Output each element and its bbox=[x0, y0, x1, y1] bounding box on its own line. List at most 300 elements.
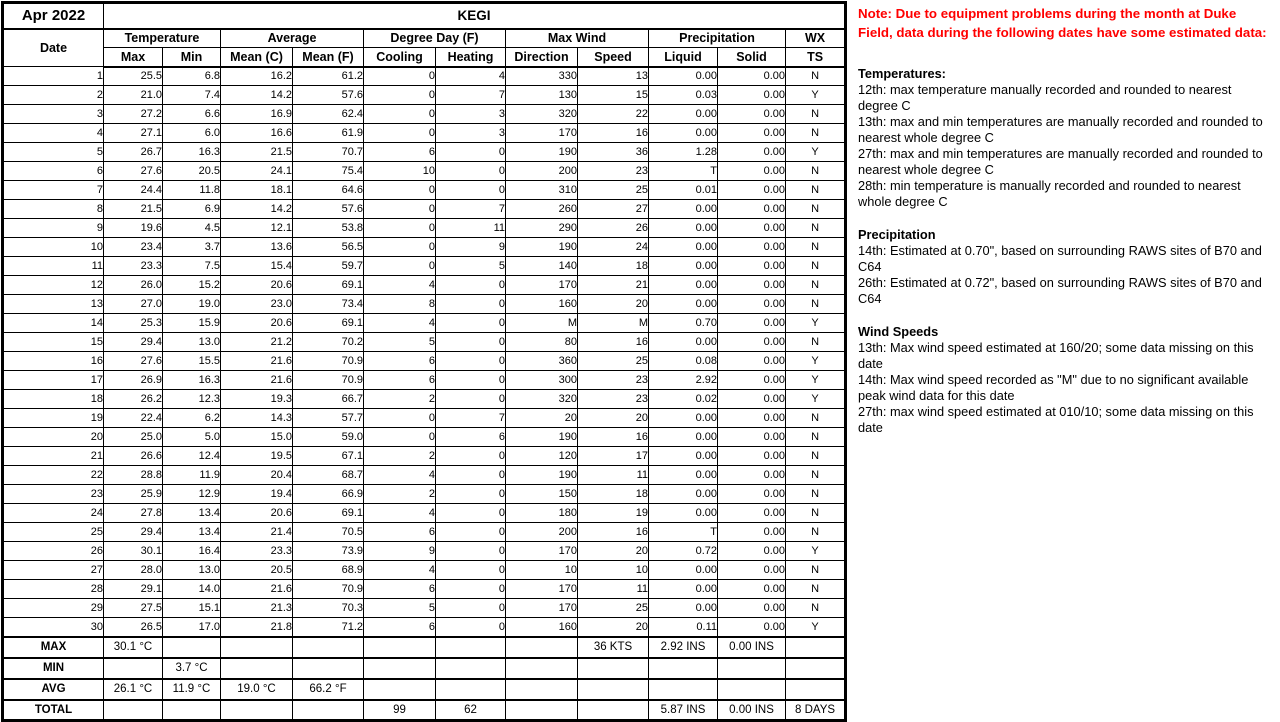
cell-min-temp: 19.0 bbox=[163, 295, 221, 314]
cell-wx-ts: Y bbox=[786, 86, 846, 105]
cell-mean-f: 61.2 bbox=[293, 67, 364, 86]
cell-precip-liquid: 0.00 bbox=[649, 428, 718, 447]
cell-wind-direction: 360 bbox=[506, 352, 578, 371]
cell-wind-speed: 19 bbox=[578, 504, 649, 523]
weather-observations-table bbox=[1, 1, 847, 722]
cell-heating: 0 bbox=[436, 143, 506, 162]
cell-mean-f: 53.8 bbox=[293, 219, 364, 238]
cell-precip-liquid: 0.00 bbox=[649, 67, 718, 86]
cell-max-temp: 29.4 bbox=[104, 523, 163, 542]
cell-precip-solid: 0.00 bbox=[718, 447, 786, 466]
summary-label: AVG bbox=[3, 679, 104, 700]
cell-precip-liquid: 0.02 bbox=[649, 390, 718, 409]
cell-wind-speed: 17 bbox=[578, 447, 649, 466]
cell-cooling: 9 bbox=[364, 542, 436, 561]
cell-precip-liquid: 0.72 bbox=[649, 542, 718, 561]
cell-wind-direction: 290 bbox=[506, 219, 578, 238]
cell-min-temp: 7.5 bbox=[163, 257, 221, 276]
note-section-heading: Precipitation bbox=[858, 227, 936, 242]
cell-max-temp: 21.0 bbox=[104, 86, 163, 105]
hatched-wx-ts bbox=[786, 658, 846, 679]
cell-mean-c: 20.6 bbox=[221, 276, 293, 295]
cell-wx-ts: N bbox=[786, 238, 846, 257]
cell-wx-ts: Y bbox=[786, 618, 846, 637]
cell-min-temp: 13.0 bbox=[163, 333, 221, 352]
cell-precip-solid: 0.00 bbox=[718, 67, 786, 86]
cell-mean-f: 73.4 bbox=[293, 295, 364, 314]
cell-precip-solid: 0.00 bbox=[718, 295, 786, 314]
cell-wind-speed: 18 bbox=[578, 485, 649, 504]
cell-cooling: 2 bbox=[364, 485, 436, 504]
cell-wx-ts: N bbox=[786, 447, 846, 466]
cell-precip-liquid: 0.01 bbox=[649, 181, 718, 200]
cell-precip-solid: 0.00 bbox=[718, 523, 786, 542]
cell-wind-speed: 10 bbox=[578, 561, 649, 580]
cell-precip-liquid: 0.00 bbox=[649, 599, 718, 618]
cell-min-temp: 12.9 bbox=[163, 485, 221, 504]
cell-precip-liquid: 1.28 bbox=[649, 143, 718, 162]
cell-cooling: 0 bbox=[364, 181, 436, 200]
cell-wind-speed: 27 bbox=[578, 200, 649, 219]
cell-cooling: 2 bbox=[364, 390, 436, 409]
cell-mean-c: 20.6 bbox=[221, 314, 293, 333]
cell-max-temp: 27.5 bbox=[104, 599, 163, 618]
cell-precip-solid: 0.00 bbox=[718, 124, 786, 143]
hatched-wind-direction bbox=[506, 658, 578, 679]
cell-wind-speed: 20 bbox=[578, 618, 649, 637]
cell-date: 24 bbox=[3, 504, 104, 523]
group-temperature: Temperature bbox=[104, 29, 221, 48]
cell-date: 7 bbox=[3, 181, 104, 200]
cell-heating: 0 bbox=[436, 181, 506, 200]
cell-precip-liquid: 0.00 bbox=[649, 295, 718, 314]
cell-wx-ts: N bbox=[786, 333, 846, 352]
cell-heating: 3 bbox=[436, 124, 506, 143]
cell-wind-direction: 170 bbox=[506, 542, 578, 561]
cell-heating: 7 bbox=[436, 409, 506, 428]
cell-mean-f: 70.5 bbox=[293, 523, 364, 542]
cell-precip-solid: 0.00 bbox=[718, 143, 786, 162]
cell-mean-f: 69.1 bbox=[293, 314, 364, 333]
cell-precip-liquid: 0.00 bbox=[649, 504, 718, 523]
cell-heating: 0 bbox=[436, 295, 506, 314]
cell-heating: 0 bbox=[436, 352, 506, 371]
cell-wx-ts: Y bbox=[786, 143, 846, 162]
cell-date: 20 bbox=[3, 428, 104, 447]
cell-wind-direction: 200 bbox=[506, 162, 578, 181]
cell-max-temp: 27.1 bbox=[104, 124, 163, 143]
cell-date: 14 bbox=[3, 314, 104, 333]
cell-precip-liquid: 0.00 bbox=[649, 238, 718, 257]
hatched-heating bbox=[436, 658, 506, 679]
cell-cooling: 4 bbox=[364, 504, 436, 523]
hatched-cooling bbox=[364, 679, 436, 700]
cell-wind-direction: 130 bbox=[506, 86, 578, 105]
note-item: 12th: max temperature manually recorded and rounded to nearest degree C bbox=[858, 82, 1232, 113]
cell-min-temp: 6.6 bbox=[163, 105, 221, 124]
cell-max-temp: 27.2 bbox=[104, 105, 163, 124]
cell-max-temp: 29.1 bbox=[104, 580, 163, 599]
cell-wind-speed: 20 bbox=[578, 542, 649, 561]
cell-cooling: 5 bbox=[364, 333, 436, 352]
cell-max-temp: 29.4 bbox=[104, 333, 163, 352]
cell-mean-c: 19.5 bbox=[221, 447, 293, 466]
cell-wind-direction: 10 bbox=[506, 561, 578, 580]
hatched-max-temp bbox=[104, 700, 163, 721]
cell-heating: 11 bbox=[436, 219, 506, 238]
cell-wx-ts: N bbox=[786, 181, 846, 200]
cell-min-temp: 6.0 bbox=[163, 124, 221, 143]
cell-wind-direction: M bbox=[506, 314, 578, 333]
cell-wind-direction: 80 bbox=[506, 333, 578, 352]
cell-wind-speed: 20 bbox=[578, 409, 649, 428]
col-header-cooling: Cooling bbox=[364, 48, 436, 67]
col-header-liquid: Liquid bbox=[649, 48, 718, 67]
cell-min-temp: 16.4 bbox=[163, 542, 221, 561]
cell-wind-speed: 15 bbox=[578, 86, 649, 105]
cell-wx-ts: N bbox=[786, 485, 846, 504]
table-row bbox=[3, 333, 846, 352]
cell-precip-solid: 0.00 bbox=[718, 276, 786, 295]
cell-min-temp: 3.7 bbox=[163, 238, 221, 257]
group-degree-day: Degree Day (F) bbox=[364, 29, 506, 48]
col-header-mean-c: Mean (C) bbox=[221, 48, 293, 67]
cell-wx-ts: N bbox=[786, 67, 846, 86]
cell-cooling: 0 bbox=[364, 409, 436, 428]
cell-heating: 9 bbox=[436, 238, 506, 257]
cell-date: 13 bbox=[3, 295, 104, 314]
cell-precip-liquid: 0.03 bbox=[649, 86, 718, 105]
summary-precip-liquid: 2.92 INS bbox=[649, 637, 718, 658]
cell-date: 21 bbox=[3, 447, 104, 466]
cell-heating: 5 bbox=[436, 257, 506, 276]
table-row bbox=[3, 618, 846, 637]
note-item: 27th: max and min temperatures are manually recorded and rounded to nearest whole degree C bbox=[858, 146, 1263, 177]
cell-max-temp: 27.6 bbox=[104, 352, 163, 371]
cell-mean-c: 15.0 bbox=[221, 428, 293, 447]
cell-wind-direction: 260 bbox=[506, 200, 578, 219]
cell-mean-f: 61.9 bbox=[293, 124, 364, 143]
cell-wind-direction: 170 bbox=[506, 580, 578, 599]
table-row bbox=[3, 485, 846, 504]
cell-heating: 0 bbox=[436, 599, 506, 618]
table-row bbox=[3, 200, 846, 219]
cell-mean-c: 14.2 bbox=[221, 200, 293, 219]
cell-cooling: 4 bbox=[364, 276, 436, 295]
cell-heating: 7 bbox=[436, 200, 506, 219]
group-wx: WX bbox=[786, 29, 846, 48]
cell-mean-f: 68.9 bbox=[293, 561, 364, 580]
cell-max-temp: 25.5 bbox=[104, 67, 163, 86]
hatched-heating bbox=[436, 637, 506, 658]
cell-precip-liquid: 0.00 bbox=[649, 466, 718, 485]
cell-heating: 4 bbox=[436, 67, 506, 86]
cell-cooling: 0 bbox=[364, 105, 436, 124]
hatched-wind-direction bbox=[506, 679, 578, 700]
cell-mean-c: 13.6 bbox=[221, 238, 293, 257]
summary-precip-liquid: 5.87 INS bbox=[649, 700, 718, 721]
cell-cooling: 0 bbox=[364, 200, 436, 219]
cell-date: 19 bbox=[3, 409, 104, 428]
table-row bbox=[3, 409, 846, 428]
cell-max-temp: 22.4 bbox=[104, 409, 163, 428]
cell-max-temp: 24.4 bbox=[104, 181, 163, 200]
cell-wind-direction: 200 bbox=[506, 523, 578, 542]
hatched-wind-speed bbox=[578, 679, 649, 700]
table-row bbox=[3, 124, 846, 143]
cell-wind-speed: 25 bbox=[578, 599, 649, 618]
cell-max-temp: 26.7 bbox=[104, 143, 163, 162]
hatched-wind-speed bbox=[578, 658, 649, 679]
cell-max-temp: 25.0 bbox=[104, 428, 163, 447]
cell-wind-speed: 11 bbox=[578, 466, 649, 485]
cell-wind-direction: 310 bbox=[506, 181, 578, 200]
cell-cooling: 8 bbox=[364, 295, 436, 314]
date-column-header: Date bbox=[3, 29, 104, 67]
cell-heating: 0 bbox=[436, 333, 506, 352]
cell-min-temp: 16.3 bbox=[163, 371, 221, 390]
cell-wind-speed: M bbox=[578, 314, 649, 333]
cell-precip-liquid: 0.00 bbox=[649, 561, 718, 580]
cell-mean-c: 21.3 bbox=[221, 599, 293, 618]
cell-precip-solid: 0.00 bbox=[718, 352, 786, 371]
cell-precip-liquid: 0.70 bbox=[649, 314, 718, 333]
cell-min-temp: 11.9 bbox=[163, 466, 221, 485]
cell-mean-c: 20.6 bbox=[221, 504, 293, 523]
cell-precip-liquid: 0.00 bbox=[649, 219, 718, 238]
cell-wind-direction: 170 bbox=[506, 599, 578, 618]
cell-max-temp: 27.0 bbox=[104, 295, 163, 314]
cell-wind-speed: 20 bbox=[578, 295, 649, 314]
cell-mean-f: 70.9 bbox=[293, 371, 364, 390]
cell-min-temp: 17.0 bbox=[163, 618, 221, 637]
cell-date: 23 bbox=[3, 485, 104, 504]
cell-wx-ts: Y bbox=[786, 390, 846, 409]
summary-precip-solid: 0.00 INS bbox=[718, 700, 786, 721]
cell-date: 6 bbox=[3, 162, 104, 181]
cell-mean-c: 21.6 bbox=[221, 352, 293, 371]
hatched-max-temp bbox=[104, 658, 163, 679]
cell-precip-liquid: 0.00 bbox=[649, 257, 718, 276]
cell-wind-speed: 11 bbox=[578, 580, 649, 599]
note-item: 13th: Max wind speed estimated at 160/20; some data missing on this date bbox=[858, 340, 1254, 371]
cell-max-temp: 26.5 bbox=[104, 618, 163, 637]
cell-precip-liquid: T bbox=[649, 162, 718, 181]
note-sections bbox=[858, 66, 1274, 436]
cell-wind-speed: 21 bbox=[578, 276, 649, 295]
cell-precip-solid: 0.00 bbox=[718, 409, 786, 428]
cell-precip-liquid: 0.00 bbox=[649, 276, 718, 295]
group-precipitation: Precipitation bbox=[649, 29, 786, 48]
hatched-heating bbox=[436, 679, 506, 700]
cell-max-temp: 23.3 bbox=[104, 257, 163, 276]
table-row bbox=[3, 504, 846, 523]
cell-mean-f: 66.7 bbox=[293, 390, 364, 409]
table-row bbox=[3, 466, 846, 485]
cell-mean-f: 68.7 bbox=[293, 466, 364, 485]
cell-heating: 0 bbox=[436, 162, 506, 181]
cell-mean-f: 70.7 bbox=[293, 143, 364, 162]
cell-precip-solid: 0.00 bbox=[718, 219, 786, 238]
hatched-mean-f bbox=[293, 637, 364, 658]
cell-min-temp: 12.4 bbox=[163, 447, 221, 466]
cell-heating: 0 bbox=[436, 580, 506, 599]
cell-max-temp: 25.3 bbox=[104, 314, 163, 333]
cell-precip-solid: 0.00 bbox=[718, 504, 786, 523]
cell-cooling: 0 bbox=[364, 428, 436, 447]
cell-heating: 6 bbox=[436, 428, 506, 447]
cell-cooling: 0 bbox=[364, 238, 436, 257]
cell-wind-speed: 22 bbox=[578, 105, 649, 124]
cell-heating: 0 bbox=[436, 276, 506, 295]
cell-date: 18 bbox=[3, 390, 104, 409]
cell-min-temp: 6.8 bbox=[163, 67, 221, 86]
summary-mean-f: 66.2 °F bbox=[293, 679, 364, 700]
table-row bbox=[3, 238, 846, 257]
summary-cooling: 99 bbox=[364, 700, 436, 721]
cell-wind-speed: 24 bbox=[578, 238, 649, 257]
summary-max-temp: 30.1 °C bbox=[104, 637, 163, 658]
hatched-precip-liquid bbox=[649, 679, 718, 700]
col-header-direction: Direction bbox=[506, 48, 578, 67]
cell-mean-c: 14.3 bbox=[221, 409, 293, 428]
note-item: 27th: max wind speed estimated at 010/10; some data missing on this date bbox=[858, 404, 1254, 435]
cell-max-temp: 19.6 bbox=[104, 219, 163, 238]
cell-mean-f: 59.7 bbox=[293, 257, 364, 276]
hatched-mean-c bbox=[221, 637, 293, 658]
cell-mean-c: 12.1 bbox=[221, 219, 293, 238]
summary-min-temp: 3.7 °C bbox=[163, 658, 221, 679]
summary-max-temp: 26.1 °C bbox=[104, 679, 163, 700]
cell-min-temp: 12.3 bbox=[163, 390, 221, 409]
hatched-precip-solid bbox=[718, 658, 786, 679]
hatched-cooling bbox=[364, 658, 436, 679]
table-row bbox=[3, 295, 846, 314]
cell-max-temp: 21.5 bbox=[104, 200, 163, 219]
cell-mean-c: 16.6 bbox=[221, 124, 293, 143]
cell-mean-c: 21.6 bbox=[221, 371, 293, 390]
cell-date: 1 bbox=[3, 67, 104, 86]
cell-heating: 0 bbox=[436, 447, 506, 466]
cell-precip-liquid: 0.00 bbox=[649, 124, 718, 143]
cell-max-temp: 26.2 bbox=[104, 390, 163, 409]
cell-wx-ts: N bbox=[786, 599, 846, 618]
summary-wx-ts: 8 DAYS bbox=[786, 700, 846, 721]
cell-cooling: 0 bbox=[364, 86, 436, 105]
cell-min-temp: 15.1 bbox=[163, 599, 221, 618]
cell-precip-solid: 0.00 bbox=[718, 105, 786, 124]
cell-heating: 0 bbox=[436, 485, 506, 504]
cell-precip-solid: 0.00 bbox=[718, 257, 786, 276]
cell-wx-ts: N bbox=[786, 523, 846, 542]
cell-precip-solid: 0.00 bbox=[718, 618, 786, 637]
cell-cooling: 0 bbox=[364, 124, 436, 143]
cell-cooling: 4 bbox=[364, 466, 436, 485]
cell-wx-ts: N bbox=[786, 257, 846, 276]
title-row bbox=[3, 3, 846, 29]
cell-cooling: 0 bbox=[364, 67, 436, 86]
cell-mean-f: 67.1 bbox=[293, 447, 364, 466]
equipment-problem-note: Note: Due to equipment problems during the month at Duke Field, data during the following dates have some estimated data: bbox=[858, 6, 1267, 40]
cell-wind-direction: 320 bbox=[506, 390, 578, 409]
note-item: 28th: min temperature is manually recorded and rounded to nearest whole degree C bbox=[858, 178, 1241, 209]
table-row bbox=[3, 257, 846, 276]
hatched-cooling bbox=[364, 637, 436, 658]
cell-cooling: 4 bbox=[364, 561, 436, 580]
cell-mean-c: 19.3 bbox=[221, 390, 293, 409]
cell-mean-c: 16.2 bbox=[221, 67, 293, 86]
cell-precip-solid: 0.00 bbox=[718, 390, 786, 409]
cell-wx-ts: Y bbox=[786, 352, 846, 371]
cell-wind-direction: 160 bbox=[506, 295, 578, 314]
hatched-wind-direction bbox=[506, 700, 578, 721]
cell-precip-liquid: 0.00 bbox=[649, 200, 718, 219]
cell-heating: 0 bbox=[436, 466, 506, 485]
cell-wx-ts: N bbox=[786, 219, 846, 238]
table-row bbox=[3, 86, 846, 105]
cell-wind-speed: 16 bbox=[578, 428, 649, 447]
cell-mean-f: 66.9 bbox=[293, 485, 364, 504]
cell-precip-solid: 0.00 bbox=[718, 561, 786, 580]
note-section bbox=[858, 324, 1274, 436]
cell-wind-direction: 20 bbox=[506, 409, 578, 428]
col-header-speed: Speed bbox=[578, 48, 649, 67]
cell-date: 4 bbox=[3, 124, 104, 143]
cell-heating: 0 bbox=[436, 314, 506, 333]
notes-panel bbox=[858, 5, 1274, 436]
hatched-precip-solid bbox=[718, 679, 786, 700]
cell-precip-solid: 0.00 bbox=[718, 428, 786, 447]
cell-max-temp: 28.0 bbox=[104, 561, 163, 580]
cell-date: 25 bbox=[3, 523, 104, 542]
cell-wx-ts: N bbox=[786, 561, 846, 580]
cell-date: 12 bbox=[3, 276, 104, 295]
cell-mean-f: 62.4 bbox=[293, 105, 364, 124]
cell-mean-f: 57.6 bbox=[293, 86, 364, 105]
cell-cooling: 6 bbox=[364, 523, 436, 542]
cell-mean-c: 16.9 bbox=[221, 105, 293, 124]
cell-wx-ts: N bbox=[786, 162, 846, 181]
note-item: 26th: Estimated at 0.72", based on surrounding RAWS sites of B70 and C64 bbox=[858, 275, 1262, 306]
cell-wind-direction: 170 bbox=[506, 276, 578, 295]
cell-cooling: 6 bbox=[364, 371, 436, 390]
cell-date: 3 bbox=[3, 105, 104, 124]
hatched-wx-ts bbox=[786, 637, 846, 658]
table-row bbox=[3, 523, 846, 542]
cell-wx-ts: N bbox=[786, 409, 846, 428]
cell-heating: 0 bbox=[436, 618, 506, 637]
hatched-min-temp bbox=[163, 700, 221, 721]
cell-max-temp: 25.9 bbox=[104, 485, 163, 504]
group-max-wind: Max Wind bbox=[506, 29, 649, 48]
cell-min-temp: 16.3 bbox=[163, 143, 221, 162]
cell-wind-direction: 190 bbox=[506, 428, 578, 447]
table-row bbox=[3, 599, 846, 618]
cell-precip-solid: 0.00 bbox=[718, 200, 786, 219]
cell-wx-ts: Y bbox=[786, 371, 846, 390]
cell-min-temp: 13.0 bbox=[163, 561, 221, 580]
cell-wind-speed: 23 bbox=[578, 390, 649, 409]
cell-mean-c: 19.4 bbox=[221, 485, 293, 504]
cell-mean-c: 20.4 bbox=[221, 466, 293, 485]
cell-min-temp: 4.5 bbox=[163, 219, 221, 238]
table-row bbox=[3, 542, 846, 561]
cell-wind-speed: 26 bbox=[578, 219, 649, 238]
cell-mean-c: 24.1 bbox=[221, 162, 293, 181]
cell-precip-liquid: 0.08 bbox=[649, 352, 718, 371]
summary-heating: 62 bbox=[436, 700, 506, 721]
cell-date: 9 bbox=[3, 219, 104, 238]
